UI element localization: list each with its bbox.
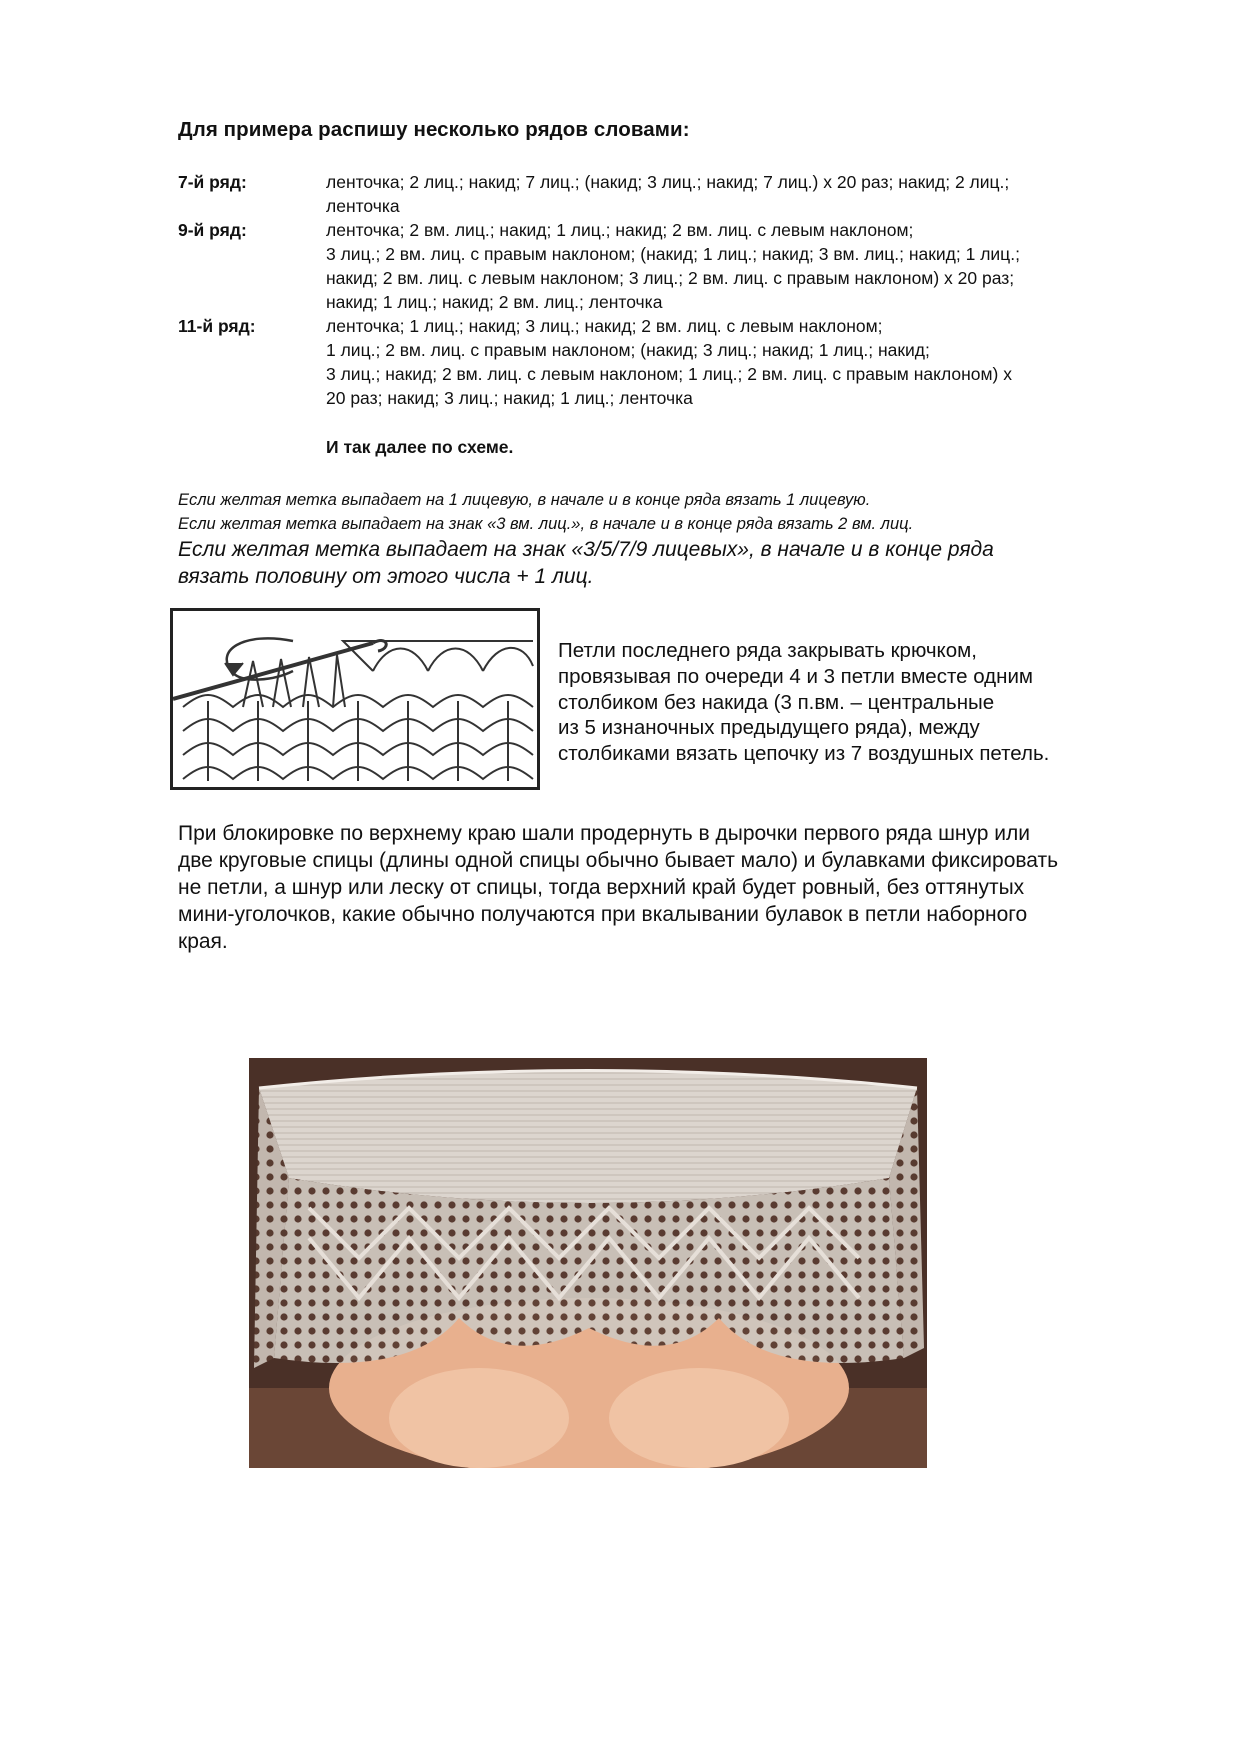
row-line: ленточка; 2 лиц.; накид; 7 лиц.; (накид; 3 лиц.; накид; 7 лиц.) х 20 раз; накид; 2 лиц.; xyxy=(326,172,1010,192)
row-line: 3 лиц.; 2 вм. лиц. с правым наклоном; (накид; 1 лиц.; накид; 3 вм. лиц.; накид; 1 лиц.; xyxy=(326,244,1020,264)
page-heading: Для примера распишу несколько рядов словами: xyxy=(178,118,690,141)
lace-shawl-image xyxy=(249,1058,927,1468)
bind-off-line: из 5 изнаночных предыдущего ряда), между xyxy=(558,716,980,740)
row-line: накид; 2 вм. лиц. с левым наклоном; 3 лиц.; 2 вм. лиц. с правым наклоном) х 20 раз; xyxy=(326,268,1015,288)
row-line: ленточка; 2 вм. лиц.; накид; 1 лиц.; накид; 2 вм. лиц. с левым наклоном; xyxy=(326,220,914,240)
row-label: 11-й ряд: xyxy=(178,316,256,336)
blocking-line: две круговые спицы (длины одной спицы обычно бывает мало) и булавками фиксировать xyxy=(178,849,1059,872)
row-11 xyxy=(178,314,1178,410)
row-instructions xyxy=(178,170,1178,410)
row-line: 20 раз; накид; 3 лиц.; накид; 1 лиц.; ленточка xyxy=(326,388,693,408)
row-text xyxy=(326,218,1020,314)
row-line: накид; 1 лиц.; накид; 2 вм. лиц.; ленточка xyxy=(326,292,663,312)
crochet-hook-illustration xyxy=(173,611,537,787)
row-text xyxy=(326,170,1009,218)
note-line: Если желтая метка выпадает на 1 лицевую, в начале и в конце ряда вязать 1 лицевую. xyxy=(178,491,871,509)
note-line: вязать половину от этого числа + 1 лиц. xyxy=(178,565,594,588)
bind-off-line: столбиком без накида (3 п.вм. – центральные xyxy=(558,690,995,714)
bind-off-line: столбиками вязать цепочку из 7 воздушных петель. xyxy=(558,742,1050,766)
blocking-line: мини-уголочков, какие обычно получаются при вкалывании булавок в петли наборного xyxy=(178,903,1028,926)
blocking-line: края. xyxy=(178,930,228,953)
bind-off-diagram xyxy=(170,608,540,790)
note-line: Если желтая метка выпадает на знак «3 вм. лиц.», в начале и в конце ряда вязать 2 вм. лиц. xyxy=(178,515,914,533)
closing-note: И так далее по схеме. xyxy=(326,437,514,457)
row-9 xyxy=(178,218,1178,314)
bind-off-instructions xyxy=(558,638,1049,767)
bind-off-line: Петли последнего ряда закрывать крючком, xyxy=(558,639,977,662)
row-line: ленточка xyxy=(326,196,400,216)
row-line: 3 лиц.; накид; 2 вм. лиц. с левым наклоном; 1 лиц.; 2 вм. лиц. с правым наклоном) х xyxy=(326,364,1012,384)
blocking-paragraph xyxy=(178,820,1058,955)
row-label: 7-й ряд: xyxy=(178,172,247,192)
bind-off-line: провязывая по очереди 4 и 3 петли вместе одним xyxy=(558,664,1033,688)
marker-notes xyxy=(178,488,994,590)
row-text xyxy=(326,314,1012,410)
note-line: Если желтая метка выпадает на знак «3/5/7/9 лицевых», в начале и в конце ряда xyxy=(178,538,994,561)
row-7 xyxy=(178,170,1178,218)
row-line: ленточка; 1 лиц.; накид; 3 лиц.; накид; 2 вм. лиц. с левым наклоном; xyxy=(326,316,883,336)
blocking-line: При блокировке по верхнему краю шали продернуть в дырочки первого ряда шнур или xyxy=(178,822,1031,845)
blocking-line: не петли, а шнур или леску от спицы, тогда верхний край будет ровный, без оттянутых xyxy=(178,876,1025,899)
row-label: 9-й ряд: xyxy=(178,220,247,240)
row-line: 1 лиц.; 2 вм. лиц. с правым наклоном; (накид; 3 лиц.; накид; 1 лиц.; накид; xyxy=(326,340,930,360)
shawl-photo xyxy=(249,1058,927,1468)
